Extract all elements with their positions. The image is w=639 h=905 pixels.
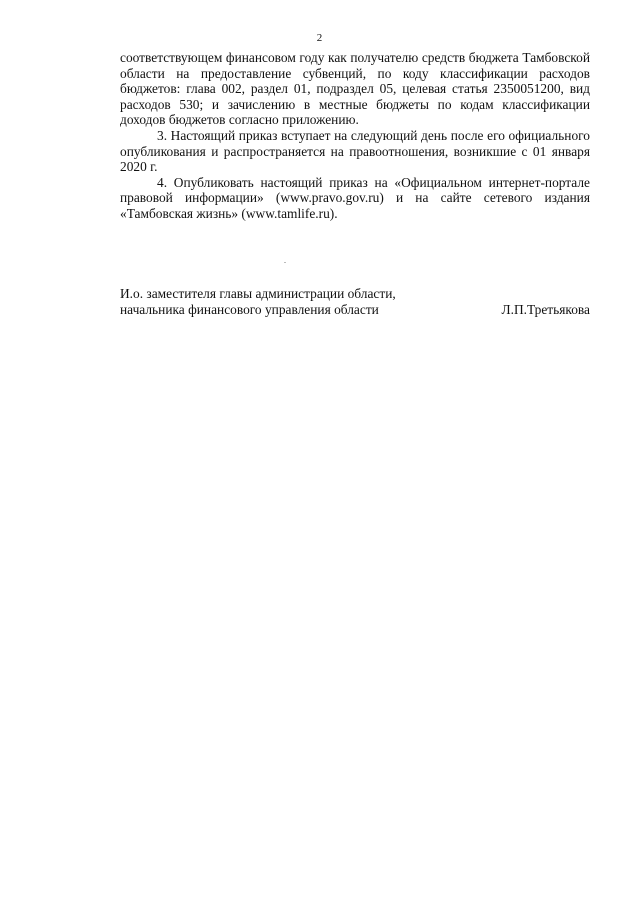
scan-speck xyxy=(284,262,286,263)
signer-name: Л.П.Третьякова xyxy=(501,301,590,317)
signer-position-line-1: И.о. заместителя главы администрации области, xyxy=(120,286,396,301)
paragraph-item-4: 4. Опубликовать настоящий приказ на «Официальном интернет-портале правовой информации» (www.pravo.gov.ru) и на сайте сетевого издания «Тамбовская жизнь» (www.tamlife.ru). xyxy=(120,174,590,221)
page-number: 2 xyxy=(316,32,323,44)
signer-position-line-2: начальника финансового управления области xyxy=(120,301,379,317)
paragraph-continuation: соответствующем финансовом году как получателю средств бюджета Тамбовской области на предоставление субвенций, по коду классификации расходов бюджетов: глава 002, раздел 01, подраздел 05, целевая статья 2350051200, вид расходов 530; и зачислению в местные бюджеты по кодам классификации доходов бюджетов согласно приложению. xyxy=(120,50,590,128)
signature-block xyxy=(120,286,590,317)
paragraph-item-3: 3. Настоящий приказ вступает на следующий день после его официального опубликования и распространяется на правоотношения, возникшие с 01 января 2020 г. xyxy=(120,127,590,175)
document-body xyxy=(120,50,590,222)
